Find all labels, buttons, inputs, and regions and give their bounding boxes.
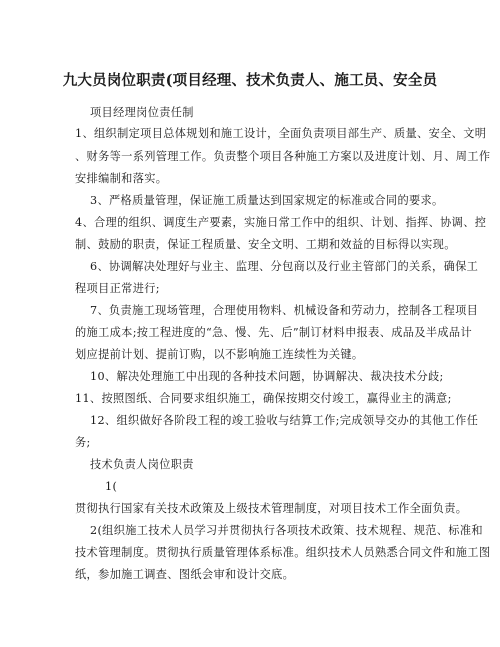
- paragraph-line: 制、鼓励的职责，保证工程质量、安全文明、工期和效益的目标得以实现。: [75, 238, 456, 251]
- document-title: 九大员岗位职责(项目经理、技术负责人、施工员、安全员: [62, 72, 438, 89]
- paragraph-line: 务;: [75, 436, 91, 449]
- paragraph-line: 3、严格质量管理，保证施工质量达到国家规定的标准或合同的要求。: [90, 194, 444, 207]
- paragraph-line: 贯彻执行国家有关技术政策及上级技术管理制度，对项目技术工作全面负责。: [75, 502, 468, 515]
- paragraph-line: 纸，参加施工调查、图纸会审和设计交底。: [75, 568, 295, 581]
- paragraph-line: 6、协调解决处理好与业主、监理、分包商以及行业主管部门的关系，确保工: [90, 260, 479, 273]
- paragraph-line: 7、负责施工现场管理，合理使用物料、机械设备和劳动力，控制各工程项目: [90, 304, 479, 317]
- paragraph-line: 10、解决处理施工中出现的各种技术问题，协调解决、裁决技术分歧;: [90, 370, 444, 383]
- paragraph-line: 12、组织做好各阶段工程的竣工验收与结算工作;完成领导交办的其他工作任: [90, 414, 479, 427]
- paragraph-line: 程项目正常进行;: [75, 282, 160, 295]
- paragraph-line: 4、合理的组织、调度生产要素，实施日常工作中的组织、计划、指挥、协调、控: [75, 216, 487, 229]
- section-heading-technical-lead: 技术负责人岗位职责: [90, 458, 194, 471]
- section-heading-project-manager: 项目经理岗位责任制: [90, 106, 194, 119]
- paragraph-line: 划应提前计划、提前订购，以不影响施工连续性为关键。: [75, 348, 364, 361]
- paragraph-line: 的施工成本;按工程进度的“急、慢、先、后”制订材料申报表、成品及半成品计: [75, 326, 472, 339]
- paragraph-line: 1、组织制定项目总体规划和施工设计，全面负责项目部生产、质量、安全、文明: [75, 127, 487, 140]
- paragraph-line: 11、按照图纸、合同要求组织施工，确保按期交付竣工，赢得业主的满意;: [75, 392, 452, 405]
- paragraph-line: 、财务等一系列管理工作。负责整个项目各种施工方案以及进度计划、月、周工作: [75, 150, 491, 163]
- paragraph-line: 技术管理制度。贯彻执行质量管理体系标准。组织技术人员熟悉合同文件和施工图: [75, 546, 491, 559]
- paragraph-line: 2(组织施工技术人员学习并贯彻执行各项技术政策、技术规程、规范、标准和: [90, 524, 483, 537]
- paragraph-line: 安排编制和落实。: [75, 172, 168, 185]
- paragraph-line: 1(: [105, 480, 118, 493]
